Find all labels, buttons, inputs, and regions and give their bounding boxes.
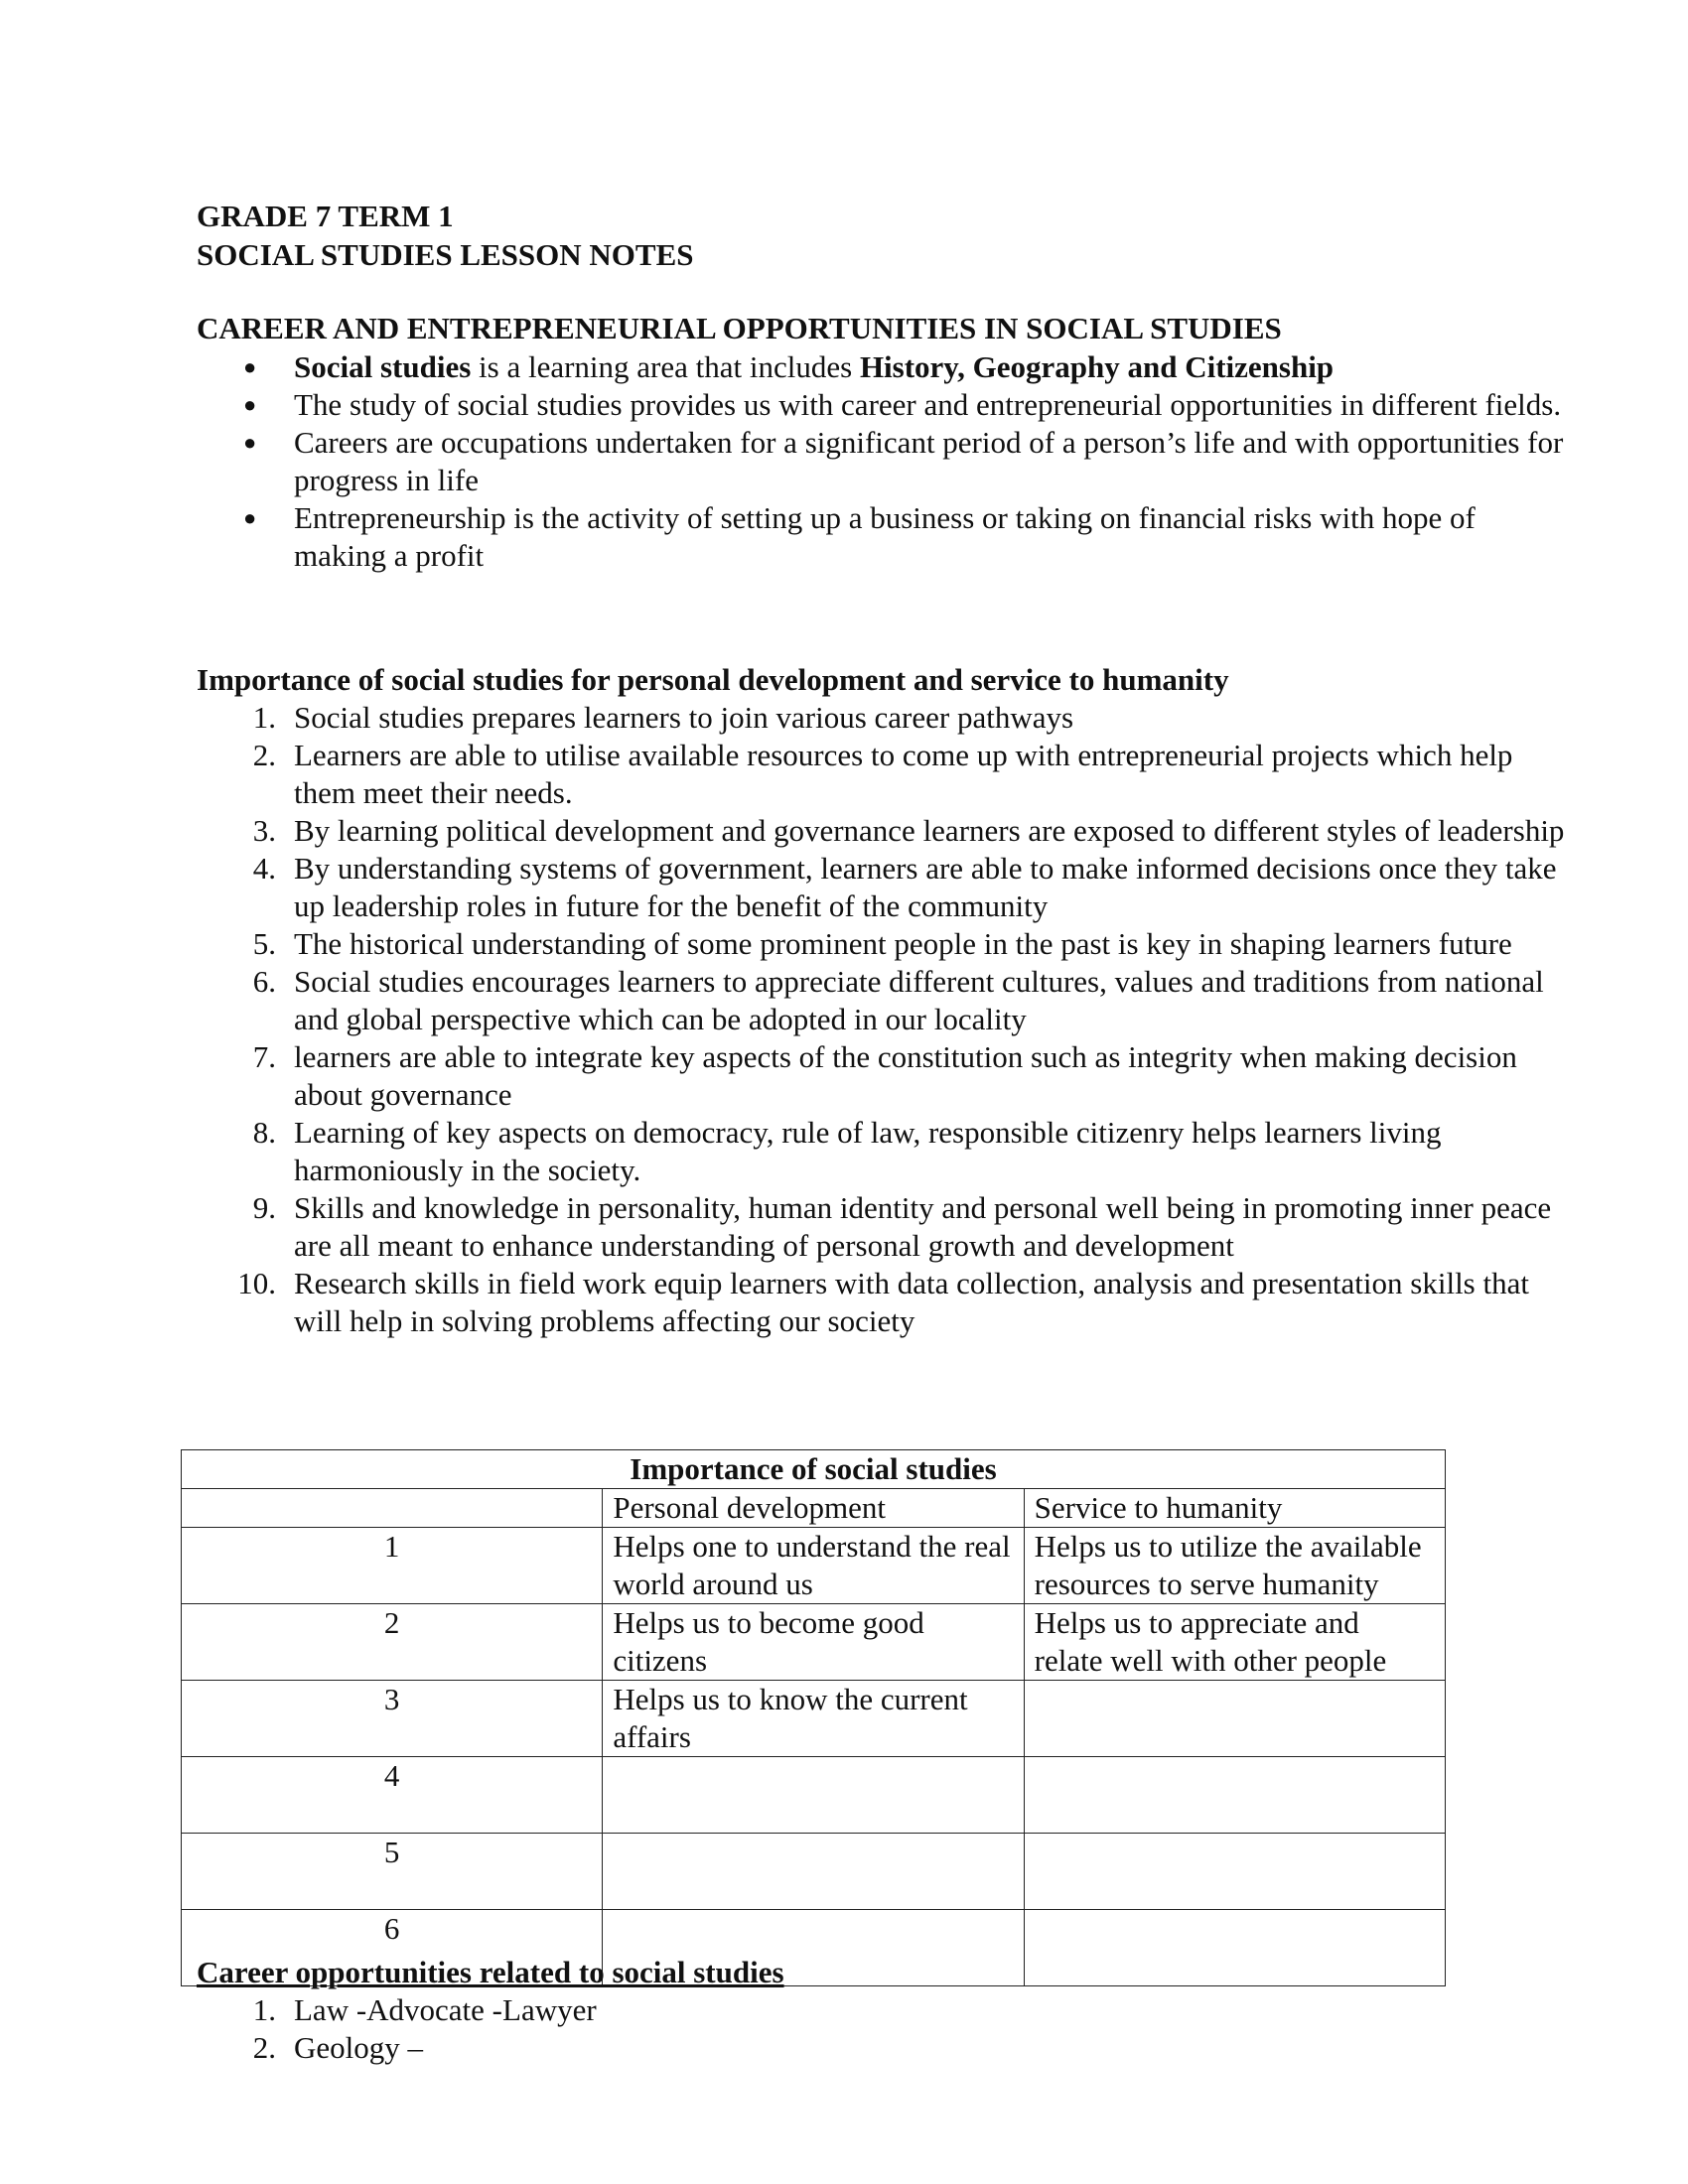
item-text: The historical understanding of some prominent people in the past is key in shaping learners future [294,926,1512,961]
table-cell [1024,1910,1445,1986]
item-number: 1. [252,700,276,735]
bullet-icon: ● [243,430,257,455]
row-number: 1 [182,1528,603,1604]
list-item [197,1265,1567,1340]
list-item [197,386,1567,424]
importance-numbered-list [197,699,1567,1340]
table-cell: Helps us to know the current affairs [603,1681,1024,1757]
bullet-text: The study of social studies provides us with career and entrepreneurial opportunities in different fields. [294,387,1562,422]
table-row [182,1681,1446,1757]
item-text: Geology – [294,2030,424,2065]
item-number: 3. [252,813,276,848]
item-number: 8. [252,1115,276,1150]
bullet-icon: ● [243,505,257,530]
item-text: learners are able to integrate key aspects of the constitution such as integrity when making decision about governance [294,1039,1517,1112]
item-text: Law -Advocate -Lawyer [294,1992,597,2027]
item-text: Learning of key aspects on democracy, rule of law, responsible citizenry helps learners living harmoniously in the society. [294,1115,1442,1187]
table-row [182,1834,1446,1910]
intro-bullet-list [197,348,1567,575]
item-text: Research skills in field work equip learners with data collection, analysis and presentation skills that will help in solving problems affecting our society [294,1266,1529,1338]
list-item [197,1038,1567,1114]
bullet-text: Entrepreneurship is the activity of setting up a business or taking on financial risks with hope of making a profit [294,500,1476,573]
list-item [197,1189,1567,1265]
bullet-term: History, Geography and Citizenship [859,349,1335,384]
bullet-term: Social studies [294,349,472,384]
list-item [197,2029,1567,2067]
table-row [182,1604,1446,1681]
list-item [197,1114,1567,1189]
item-text: Social studies prepares learners to join various career pathways [294,700,1074,735]
table-header-row [182,1489,1446,1528]
importance-table [181,1449,1446,1986]
list-item [197,925,1567,963]
list-item [197,963,1567,1038]
section-importance-title: Importance of social studies for personal development and service to humanity [197,662,1229,697]
item-number: 5. [252,926,276,961]
table-cell: Helps us to become good citizens [603,1604,1024,1681]
list-item [197,737,1567,812]
row-number: 2 [182,1604,603,1681]
row-number: 5 [182,1834,603,1910]
row-number: 3 [182,1681,603,1757]
item-text: Skills and knowledge in personality, human identity and personal well being in promoting inner peace are all meant to enhance understanding of personal growth and development [294,1190,1552,1263]
item-text: Social studies encourages learners to appreciate different cultures, values and traditions from national and global perspective which can be adopted in our locality [294,964,1544,1036]
table-cell: Helps us to utilize the available resources to serve humanity [1024,1528,1445,1604]
table-cell [1024,1681,1445,1757]
table-cell: Helps one to understand the real world around us [603,1528,1024,1604]
item-number: 6. [252,964,276,999]
item-number: 2. [252,2030,276,2065]
item-number: 2. [252,738,276,772]
list-item [197,348,1567,386]
bullet-text: Careers are occupations undertaken for a significant period of a person’s life and with opportunities for progress in life [294,425,1564,497]
table-row [182,1528,1446,1604]
item-number: 9. [252,1190,276,1225]
item-number: 10. [237,1266,276,1300]
table-cell [1024,1834,1445,1910]
list-item [197,812,1567,850]
list-item [197,424,1567,499]
column-header-service: Service to humanity [1024,1489,1445,1528]
table-cell [1024,1757,1445,1834]
career-numbered-list [197,1991,1567,2067]
table-title: Importance of social studies [182,1450,1446,1489]
item-number: 1. [252,1992,276,2027]
bullet-icon: ● [243,392,257,417]
section-career-opportunities-title: Career opportunities related to social studies [197,1955,784,1989]
item-number: 7. [252,1039,276,1074]
bullet-text: is a learning area that includes [471,349,860,384]
table-row [182,1757,1446,1834]
list-item [197,850,1567,925]
item-text: By learning political development and governance learners are exposed to different styles of leadership [294,813,1565,848]
row-number: 4 [182,1757,603,1834]
grade-term-heading: GRADE 7 TERM 1 [197,199,454,233]
section-career-title: CAREER AND ENTREPRENEURIAL OPPORTUNITIES IN SOCIAL STUDIES [197,311,1282,345]
list-item [197,699,1567,737]
bullet-icon: ● [243,354,257,379]
subject-heading: SOCIAL STUDIES LESSON NOTES [197,237,694,272]
column-header-personal: Personal development [603,1489,1024,1528]
table-title-row [182,1450,1446,1489]
item-number: 4. [252,851,276,886]
list-item [197,499,1567,575]
table-cell [603,1834,1024,1910]
row-number: 6 [182,1910,603,1986]
table-cell [182,1489,603,1528]
list-item [197,1991,1567,2029]
table-cell: Helps us to appreciate and relate well with other people [1024,1604,1445,1681]
item-text: By understanding systems of government, learners are able to make informed decisions once they take up leadership roles in future for the benefit of the community [294,851,1557,923]
table-cell [603,1757,1024,1834]
item-text: Learners are able to utilise available resources to come up with entrepreneurial projects which help them meet their needs. [294,738,1513,810]
